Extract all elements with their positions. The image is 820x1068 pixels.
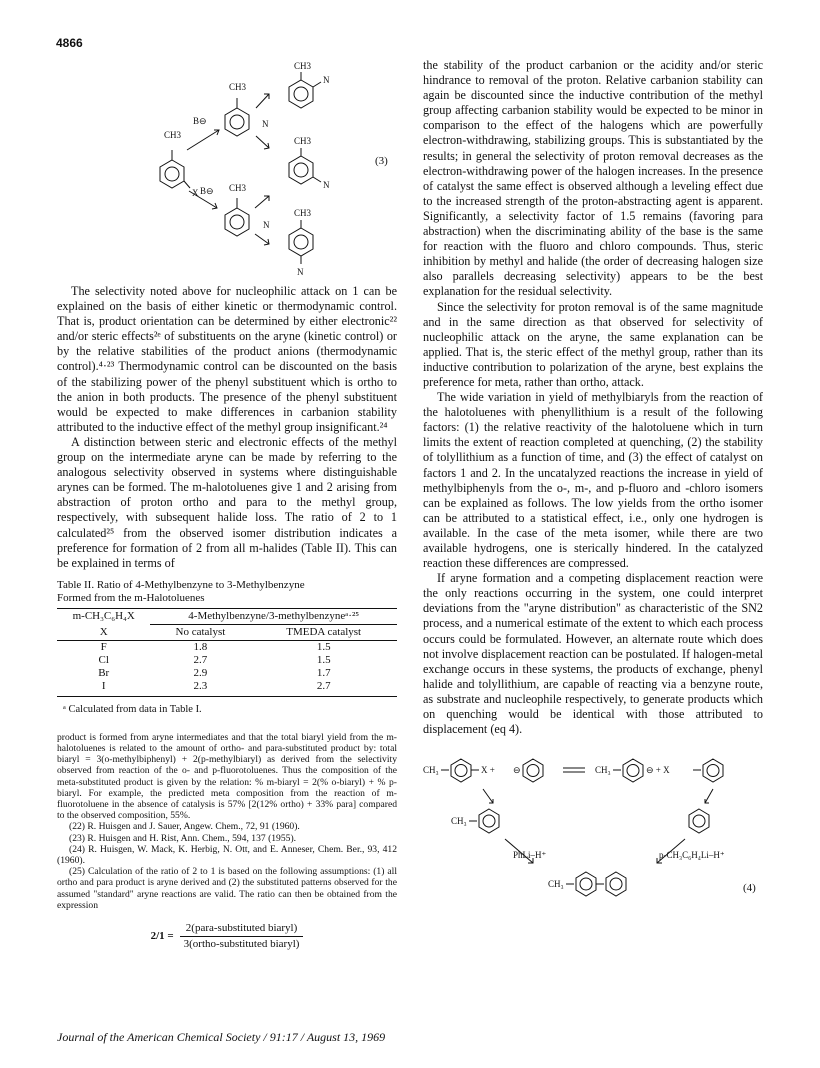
right-paragraph-1: the stability of the product carbanion or the acidity and/or steric hindrance to removal of the proton. Relative carbanion stability can again be discounted since the inductive contribution of the methyl group affecting carbanion stability would be expected to be minor in comparison to the effect of the halogens which are powerfully electron-withdrawing, stabilizing groups. This is substantiated by the results; in general the selectivity of proton removal decreases as the electron-withdrawing power of the halogen increases. In the presence of catalyst the same effect is observed although a leveling effect due to the increased strength of the proton-abstracting agent is apparent. Significantly, a selectivity factor of 1.5 remains (favoring para abstraction) when the discriminating ability of the base is the same for reaction with the fluoro and chloro compounds. Thus, steric inhibition by methyl and halide (the order of decreasing halogen size also parallels decreasing selectivity) appears to be the best explanation for the residual selectivity. <box>423 58 763 299</box>
label-phli: PhLi–H⁺ <box>513 850 547 861</box>
table-2-title-line-2: Formed from the m-Halotoluenes <box>57 591 205 604</box>
right-paragraph-2: Since the selectivity for proton removal is of the same magnitude and in the same direction as that observed for selectivity of nucleophilic attack on the aryne, the same explanation can be applied. That is, the steric effect of the methyl group, rather than its inductive contribution to polarization of the aryne, best explains the preference for meta, rather than ortho, attack. <box>423 299 763 389</box>
lower-aryne-ch3-label: CH3 <box>229 183 247 193</box>
ratio-numerator: 2(para-substituted biaryl) <box>180 921 304 937</box>
table-2-grid <box>57 608 397 697</box>
table-cell-x: F <box>100 640 107 653</box>
arrow-upper-to-product-1 <box>256 94 269 108</box>
table-cell-x: I <box>57 680 150 697</box>
reactant-ring <box>160 150 190 188</box>
arrow-down-left <box>483 789 493 803</box>
table-2-footnote: ᵃ Calculated from data in Table I. <box>63 703 202 715</box>
table-cell-x: Br <box>98 666 110 679</box>
b-minus-label-upper: B⊖ <box>193 116 207 126</box>
n-label-lower-mid: N <box>263 220 270 230</box>
footnote-23: (23) R. Huisgen and H. Rist, Ann. Chem., 594, 137 (1955). <box>69 832 297 844</box>
reaction-scheme-3 <box>57 58 397 280</box>
table-2-span-head: 4-Methylbenzyne/3-methylbenzyneᵃ·²⁵ <box>150 608 397 624</box>
arrow-upper-to-product-2 <box>256 136 269 148</box>
top-ring-3 <box>623 759 643 782</box>
lower-aryne-ring <box>225 198 249 236</box>
right-paragraph-4: If aryne formation and a competing displacement reaction were the only reactions occurring in the system, one could interpret deviations from the "aryne distribution" as characteristic of the SN2 process, and a numerical estimate of the extent to which each process occurs could be formulated. However, an alternate route which does not involve displacement reaction can be postulated. If halogen-metal exchange occurs in these systems, the products of exchange, phenyl halide and tolyllithium, are capable of reacting via a benzyne route, as substrate and nucleophile respectively, to generate products which on quenching would be identical with those attributed to displacement (eq 4). <box>423 571 763 737</box>
top-mid-ch3: CH₃ <box>595 765 611 776</box>
reactant-ch3-label: CH3 <box>164 130 182 140</box>
product-1-ring <box>289 72 321 108</box>
footnote-22: (22) R. Huisgen and J. Sauer, Angew. Chem., 72, 91 (1960). <box>69 821 300 833</box>
mid-ring-right <box>689 809 709 833</box>
top-ring-2 <box>523 759 543 782</box>
footnote-24: (24) R. Huisgen, W. Mack, K. Herbig, N. Ott, and E. Anneser, Chem. Ber., 93, 412 (1960). <box>57 843 397 867</box>
footnotes <box>57 732 397 911</box>
bottom-ring-1 <box>576 872 596 896</box>
table-cell-tmeda: 1.5 <box>316 640 331 653</box>
reaction-scheme-4 <box>423 751 763 921</box>
product-1-n-label: N <box>323 75 330 85</box>
mid-ch3: CH₃ <box>451 816 467 827</box>
scheme-4-drawing <box>423 751 763 921</box>
table-cell-tmeda: 1.7 <box>316 666 331 679</box>
reactant-x-label: X <box>192 188 199 198</box>
ratio-expression <box>57 921 397 952</box>
equation-3-number: (3) <box>375 155 388 167</box>
table-2-col3-head: TMEDA catalyst <box>250 624 397 640</box>
top-left-ch3: CH₃ <box>423 765 439 776</box>
product-3-n-label: N <box>297 267 304 277</box>
table-cell-tmeda: 1.5 <box>316 653 331 666</box>
ratio-lhs: 2/1 = <box>150 930 174 943</box>
left-paragraph-1: The selectivity noted above for nucleophilic attack on 1 can be explained on the basis of either kinetic or thermodynamic control. That is, product orientation can be determined by either electronic²² and/or steric effects²ᵉ of substituents on the aryne (kinetic control) or by the relative stabilities of the product anions (thermodynamic control).⁴·²³ Thermodynamic control can be discounted on the basis of the stabilizing power of the phenyl substituent which is ortho to the anion in both products. The presence of the phenyl substituent would be expected to make differences in carbanion stability attributed to the inductive effect of the methyl group insignificant.²⁴ <box>57 284 397 434</box>
table-cell-x: Cl <box>98 653 109 666</box>
table-2-title-line-1: Table II. Ratio of 4-Methylbenzyne to 3-Methylbenzyne <box>57 578 305 591</box>
equation-4-number: (4) <box>743 882 756 895</box>
product-2-ch3-label: CH3 <box>294 136 312 146</box>
top-ring-1 <box>451 759 471 782</box>
table-cell-no-catalyst: 1.8 <box>193 640 208 653</box>
top-x-plus: X + <box>481 765 495 776</box>
mid-ring-left <box>479 809 499 833</box>
right-paragraph-3: The wide variation in yield of methylbiaryls from the reaction of the halotoluenes with phenyllithium is a result of the following factors: (1) the relative reactivity of the halotoluene which in turn limits the extent of reaction completed at quenching, (2) the stability of tolyllithium as a function of time, and (3) the effect of catalyst on factors 1 and 2. In the uncatalyzed reactions the increase in yield of methylbiphenyls from the o-, m-, and p-fluoro and -chloro isomers can be explained as follows. The low yields from the ortho isomer can be attributed to a statistical effect, i.e., only one hydrogen is available. In the case of the meta isomer, while there are two available hydrogens, one is sterically hindered. In the catalyzed reaction these differences are compressed. <box>423 390 763 571</box>
table-2-col1-head-line1: m-CH₃C₆H₄X <box>57 608 150 624</box>
footnote-continuation: product is formed from aryne intermediates and that the total biaryl yield from the m-halotoluenes is related to the amount of ortho- and para-substituted product by: total biaryl = 3(o-methylbiphenyl) + 2(p-methylbiaryl) as derived from the selectivity observed from reaction of the o- and p-fluorotoluenes. Thus the composition of the meta-substituted product is given by the relation: % m-biaryl = 2(% o-biaryl) + % p-biaryl. For example, the predicted meta composition from the reaction of m-fluorotoluene in the absence of catalysis is 57% [2(12% ortho) + 33% para] compared to the observed composition, 55%. <box>57 731 397 822</box>
footnote-25: (25) Calculation of the ratio of 2 to 1 is based on the following assumptions: (1) all ortho and para product is aryne derived and (2) the substituted patterns observed for the assumed "standard" aryne reactions are valid. The ratio can then be obtained from the expression <box>57 866 397 911</box>
left-column <box>57 58 397 952</box>
table-cell-no-catalyst: 2.3 <box>150 680 250 697</box>
top-anion-plus-x: ⊖ + X <box>646 765 670 776</box>
table-row <box>57 680 397 697</box>
right-column <box>423 58 763 921</box>
b-minus-label-lower: B⊖ <box>200 186 214 196</box>
journal-footer: Journal of the American Chemical Society / 91:17 / August 13, 1969 <box>57 1030 386 1044</box>
product-2-n-label: N <box>323 180 330 190</box>
product-3-ch3-label: CH3 <box>294 208 312 218</box>
left-paragraph-2: A distinction between steric and electronic effects of the methyl group on the intermediate aryne can be made by referring to the analogous selectivity observed in systems where distinguishable arynes can be formed. The m-halotoluenes give 1 and 2 arising from abstraction of proton ortho and para to the methyl group, respectively, with subsequent halide loss. The ratio of 2 to 1 calculated²⁵ from the observed isomer distribution indicates a preference for formation of 2 from all m-halides (Table II). This can be explained in terms of <box>57 434 397 570</box>
arrow-lower-to-product-2 <box>255 196 269 208</box>
arrow-down-right <box>705 789 713 803</box>
page-number: 4866 <box>56 36 83 50</box>
product-1-ch3-label: CH3 <box>294 61 312 71</box>
ratio-denominator: 3(ortho-substituted biaryl) <box>183 938 300 951</box>
upper-aryne-ring <box>225 98 249 136</box>
table-row <box>57 654 397 667</box>
bottom-ring-2 <box>606 872 626 896</box>
table-cell-no-catalyst: 2.7 <box>193 653 208 666</box>
label-tolyl: p-CH₃C₆H₄Li–H⁺ <box>659 850 725 861</box>
arrow-to-upper-aryne <box>187 130 219 150</box>
product-3-ring <box>289 220 313 264</box>
scheme-3-drawing <box>57 58 397 280</box>
bottom-ch3: CH₃ <box>548 879 564 890</box>
table-row <box>57 667 397 680</box>
n-label-upper-mid: N <box>262 119 269 129</box>
table-cell-no-catalyst: 2.9 <box>193 666 208 679</box>
upper-aryne-ch3-label: CH3 <box>229 82 247 92</box>
top-ring-4 <box>703 759 723 782</box>
table-2-col2-head: No catalyst <box>150 624 250 640</box>
top-anion: ⊖ <box>513 765 521 776</box>
table-2-col1-head-line2: X <box>57 624 150 640</box>
table-2 <box>57 579 397 716</box>
table-row <box>57 640 397 654</box>
product-2-ring <box>289 148 321 184</box>
table-cell-tmeda: 2.7 <box>250 680 397 697</box>
arrow-lower-to-product-3 <box>255 234 269 244</box>
